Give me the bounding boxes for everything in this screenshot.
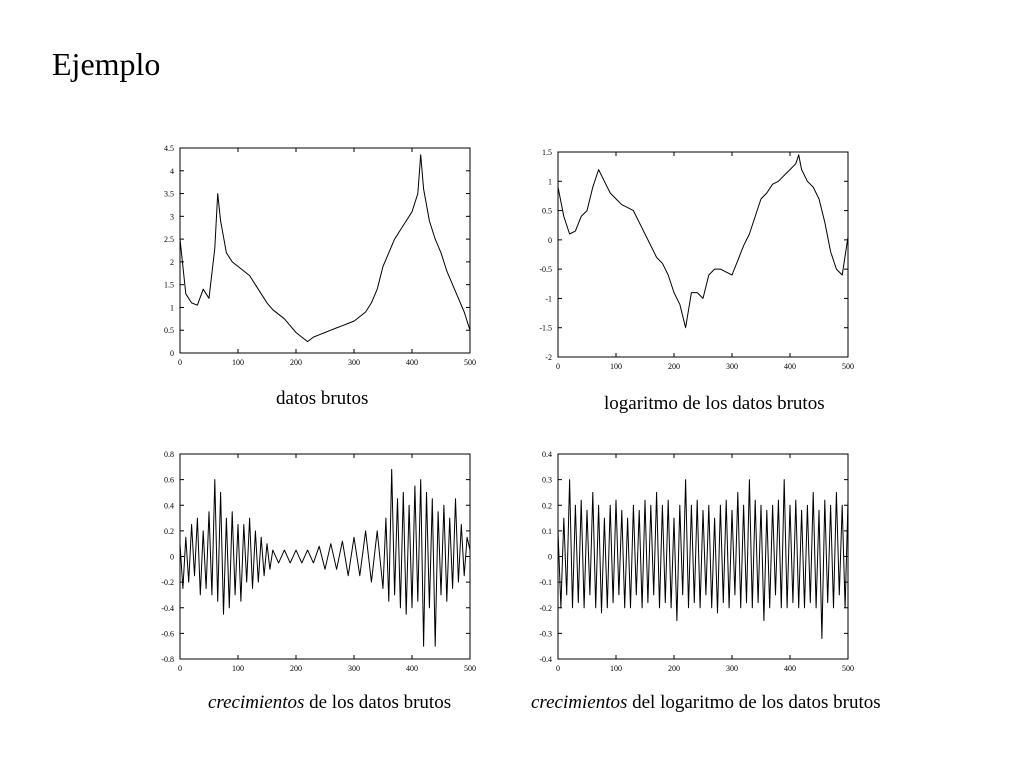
- y-tick-label: -2: [545, 353, 552, 362]
- x-tick-label: 0: [178, 358, 182, 367]
- x-tick-label: 500: [464, 358, 476, 367]
- plot-frame: [558, 152, 848, 357]
- y-tick-label: 0: [170, 552, 174, 562]
- x-tick-label: 300: [726, 664, 738, 673]
- series-line: [180, 155, 470, 342]
- y-tick-label: -0.4: [161, 603, 174, 613]
- chart-logaritmo-svg: [528, 144, 858, 376]
- chart-logaritmo: [528, 144, 858, 376]
- chart-crecimientos-svg: [150, 446, 480, 678]
- chart-datos-brutos-svg: [150, 140, 480, 372]
- caption-italic: crecimientos: [531, 692, 628, 713]
- x-tick-label: 0: [556, 664, 560, 673]
- caption-text: del logaritmo de los datos brutos: [627, 692, 881, 713]
- x-tick-label: 100: [610, 362, 622, 371]
- x-tick-label: 500: [464, 664, 476, 673]
- chart-crecimientos: [150, 446, 480, 678]
- y-tick-label: 0.1: [542, 526, 552, 536]
- y-tick-label: 0: [548, 235, 552, 245]
- y-tick-label: 1.5: [542, 148, 552, 157]
- x-tick-label: 400: [406, 664, 418, 673]
- y-tick-label: -0.1: [539, 578, 552, 588]
- x-tick-label: 400: [784, 664, 796, 673]
- x-tick-label: 0: [178, 664, 182, 673]
- y-tick-label: -0.6: [161, 629, 174, 639]
- y-tick-label: 0.2: [164, 526, 174, 536]
- x-tick-label: 200: [668, 362, 680, 371]
- caption-datos-brutos: [276, 389, 368, 408]
- x-tick-label: 500: [842, 362, 854, 371]
- x-tick-label: 300: [348, 664, 360, 673]
- y-tick-label: 1: [548, 177, 552, 187]
- plot-frame: [180, 454, 470, 659]
- y-tick-label: -0.5: [539, 265, 552, 275]
- y-tick-label: -0.8: [161, 655, 174, 664]
- caption-crecimientos-log: [531, 693, 881, 712]
- caption-text: logaritmo de los datos brutos: [604, 393, 825, 414]
- caption-italic: crecimientos: [208, 692, 305, 713]
- caption-logaritmo: [604, 394, 825, 413]
- caption-text: datos brutos: [276, 388, 369, 409]
- x-tick-label: 300: [726, 362, 738, 371]
- y-tick-label: -0.2: [161, 578, 174, 588]
- chart-crecimientos-log: [528, 446, 858, 678]
- x-tick-label: 400: [406, 358, 418, 367]
- x-tick-label: 200: [290, 664, 302, 673]
- y-tick-label: 0.5: [542, 206, 552, 216]
- y-tick-label: 3: [170, 212, 174, 222]
- caption-crecimientos: [208, 693, 451, 712]
- plot-frame: [558, 454, 848, 659]
- x-tick-label: 100: [232, 358, 244, 367]
- y-tick-label: 0: [548, 552, 552, 562]
- y-tick-label: 2.5: [164, 235, 174, 245]
- y-tick-label: 3.5: [164, 189, 174, 199]
- y-tick-label: -0.4: [539, 655, 552, 664]
- y-tick-label: 0.4: [164, 501, 174, 511]
- x-tick-label: 400: [784, 362, 796, 371]
- y-tick-label: -1.5: [539, 323, 552, 333]
- y-tick-label: 0: [170, 349, 174, 358]
- y-tick-label: -0.2: [539, 603, 552, 613]
- chart-crecimientos-log-svg: [528, 446, 858, 678]
- series-line: [558, 155, 848, 328]
- series-line: [558, 480, 848, 639]
- slide-title: Ejemplo: [52, 46, 161, 82]
- y-tick-label: 0.6: [164, 475, 174, 485]
- x-tick-label: 200: [290, 358, 302, 367]
- chart-datos-brutos: [150, 140, 480, 372]
- y-tick-label: 0.5: [164, 326, 174, 336]
- caption-text: de los datos brutos: [304, 692, 452, 713]
- y-tick-label: 1.5: [164, 280, 174, 290]
- y-tick-label: 4.5: [164, 144, 174, 153]
- y-tick-label: -0.3: [539, 629, 552, 639]
- y-tick-label: -1: [545, 294, 552, 304]
- x-tick-label: 500: [842, 664, 854, 673]
- y-tick-label: 0.4: [542, 450, 552, 459]
- plot-frame: [180, 148, 470, 353]
- y-tick-label: 0.8: [164, 450, 174, 459]
- y-tick-label: 4: [170, 166, 174, 176]
- y-tick-label: 2: [170, 257, 174, 267]
- y-tick-label: 1: [170, 303, 174, 313]
- y-tick-label: 0.2: [542, 501, 552, 511]
- x-tick-label: 200: [668, 664, 680, 673]
- x-tick-label: 0: [556, 362, 560, 371]
- x-tick-label: 300: [348, 358, 360, 367]
- y-tick-label: 0.3: [542, 475, 552, 485]
- series-line: [180, 469, 470, 646]
- x-tick-label: 100: [610, 664, 622, 673]
- x-tick-label: 100: [232, 664, 244, 673]
